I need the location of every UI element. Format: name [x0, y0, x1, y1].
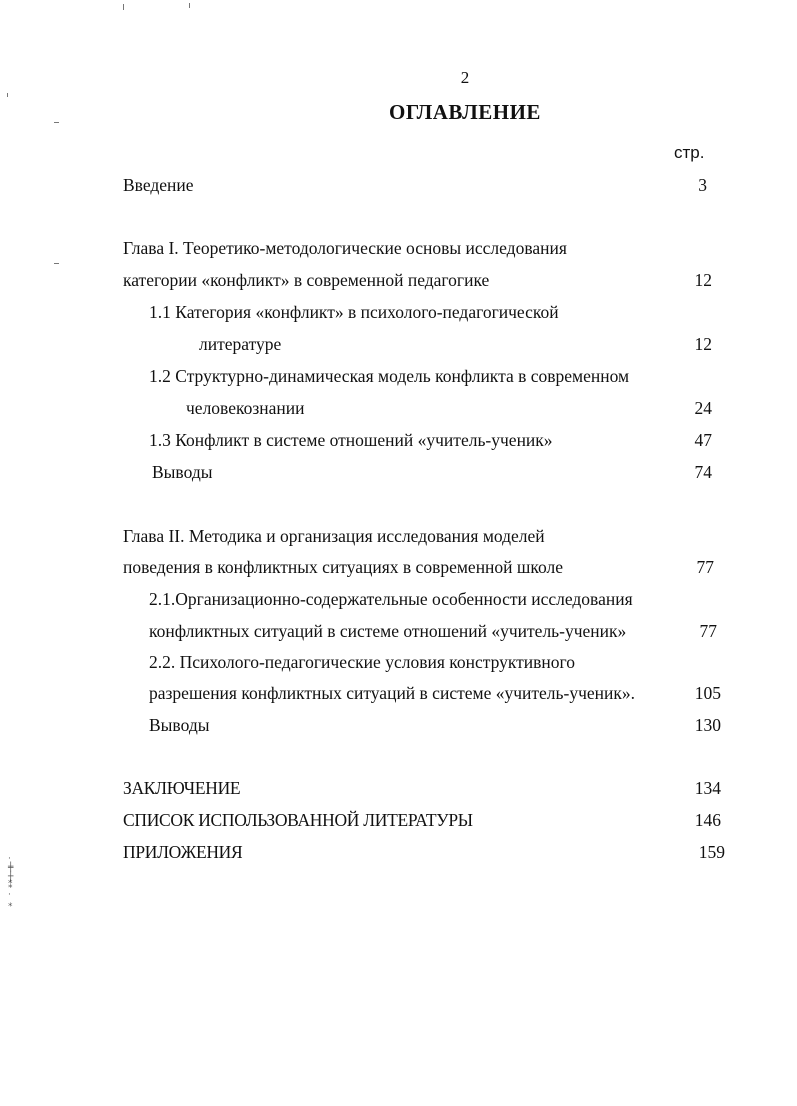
toc-section-1-2-page: 24 [694, 398, 712, 418]
scan-artifact-left-3 [54, 263, 59, 264]
toc-chapter2-page: 77 [696, 557, 714, 577]
scan-artifact-margin-cluster: · ╪ ┼ ⁑ · ⁎ [8, 854, 14, 909]
toc-intro-page: 3 [698, 175, 707, 195]
toc-section-1-1-line1: 1.1 Категория «конфликт» в психолого-педагогической [149, 302, 559, 322]
toc-references-label: СПИСОК ИСПОЛЬЗОВАННОЙ ЛИТЕРАТУРЫ [123, 810, 473, 830]
toc-chapter1-page: 12 [694, 270, 712, 290]
toc-section-1-3-line1: 1.3 Конфликт в системе отношений «учитель-ученик» [149, 430, 553, 450]
toc-chapter2-title-line2: поведения в конфликтных ситуациях в современной школе [123, 557, 564, 577]
toc-section-1-1-line2: литературе [199, 334, 282, 354]
toc-chapter1-conclusions: Выводы [152, 462, 213, 482]
toc-section-2-2-line2: разрешения конфликтных ситуаций в системе «учитель-ученик». [149, 683, 636, 703]
toc-appendices-label: ПРИЛОЖЕНИЯ [123, 842, 243, 862]
toc-section-2-1-page: 77 [699, 621, 717, 641]
scan-artifact-left-1 [7, 93, 8, 97]
page-title: ОГЛАВЛЕНИЕ [389, 100, 541, 124]
toc-chapter2-conclusions-page: 130 [694, 715, 721, 735]
toc-section-1-1-page: 12 [694, 334, 712, 354]
toc-section-2-2-line1: 2.2. Психолого-педагогические условия конструктивного [149, 652, 576, 672]
toc-intro-label: Введение [123, 175, 194, 195]
toc-section-1-3-page: 47 [694, 430, 712, 450]
toc-conclusion-label: ЗАКЛЮЧЕНИЕ [123, 778, 241, 798]
toc-references-page: 146 [694, 810, 721, 830]
toc-chapter1-title-line2: категории «конфликт» в современной педагогике [123, 270, 490, 290]
scan-artifact-top-1 [123, 4, 124, 10]
toc-chapter1-title-line1: Глава I. Теоретико-методологические основы исследования [123, 238, 567, 258]
toc-chapter2-title-line1: Глава II. Методика и организация исследования моделей [123, 526, 545, 546]
toc-section-2-1-line1: 2.1.Организационно-содержательные особенности исследования [149, 589, 633, 609]
toc-section-1-2-line2: человекознании [186, 398, 305, 418]
toc-appendices-page: 159 [698, 842, 725, 862]
toc-section-2-1-line2: конфликтных ситуаций в системе отношений «учитель-ученик» [149, 621, 627, 641]
pages-column-header: стр. [674, 143, 705, 162]
toc-section-2-2-page: 105 [694, 683, 721, 703]
toc-conclusion-page: 134 [694, 778, 721, 798]
page-number: 2 [460, 68, 470, 87]
toc-chapter1-conclusions-page: 74 [694, 462, 712, 482]
toc-chapter2-conclusions: Выводы [149, 715, 210, 735]
toc-section-1-2-line1: 1.2 Структурно-динамическая модель конфликта в современном [149, 366, 630, 386]
scan-artifact-top-2 [189, 3, 190, 8]
